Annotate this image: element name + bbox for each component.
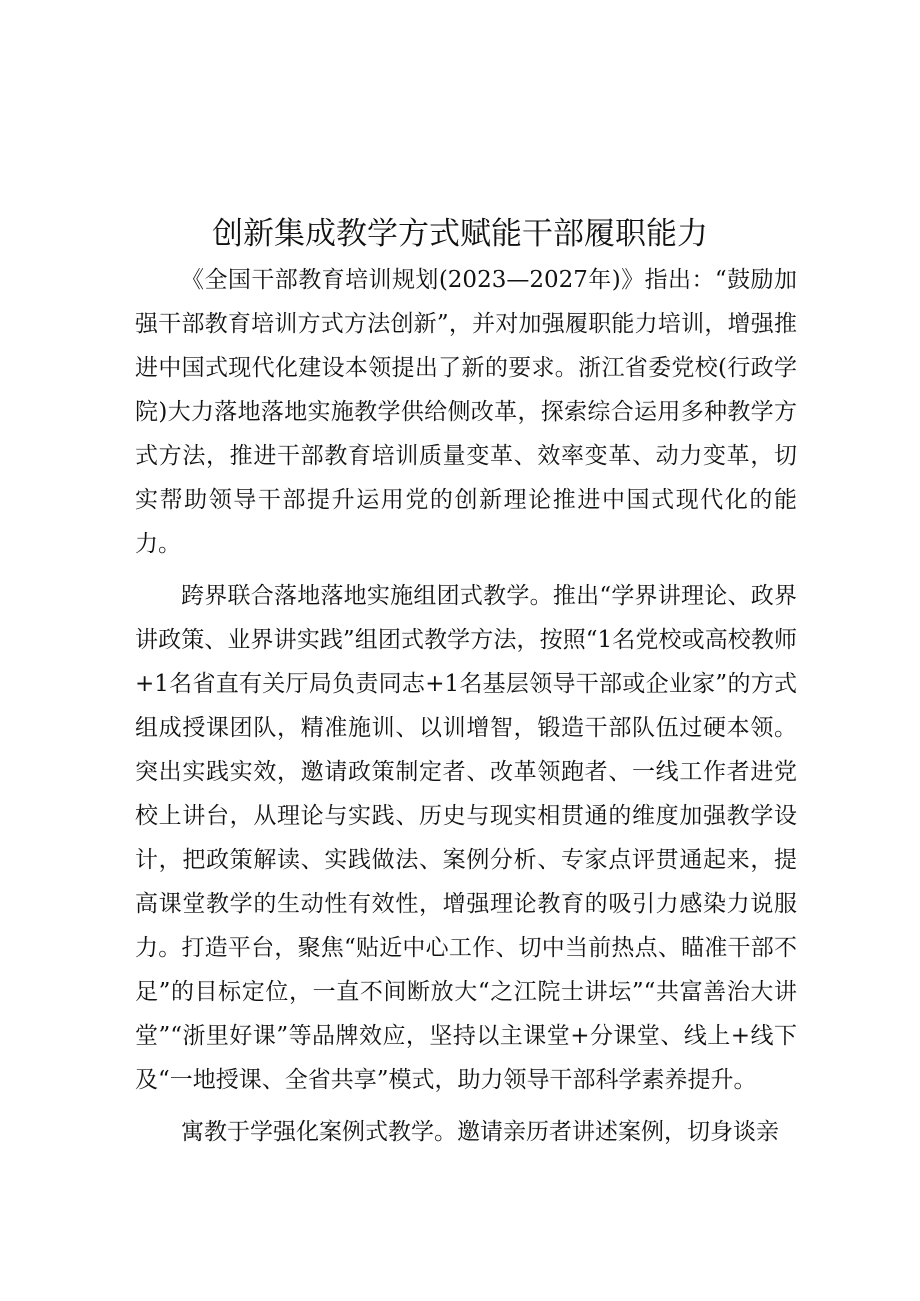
paragraph-case-teaching: 寓教于学强化案例式教学。邀请亲历者讲述案例，切身谈亲 <box>181 1119 779 1145</box>
document-title: 创新集成教学方式赋能干部履职能力 <box>212 216 708 252</box>
document-body <box>135 258 797 1154</box>
paragraph-intro: 《全国干部教育培训规划(2023—2027年)》指出：“鼓励加强干部教育培训方式方法创新”，并对加强履职能力培训，增强推进中国式现代化建设本领提出了新的要求。浙江省委党校(行政学院)大力落地落地实施教学供给侧改革，探索综合运用多种教学方式方法，推进干部教育培训质量变革、效率变革、动力变革，切实帮助领导干部提升运用党的创新理论推进中国式现代化的能力。 <box>135 267 797 557</box>
paragraph-group-teaching: 跨界联合落地落地实施组团式教学。推出“学界讲理论、政界讲政策、业界讲实践”组团式教学方法，按照“1名党校或高校教师+1名省直有关厅局负责同志+1名基层领导干部或企业家”的方式组成授课团队，精准施训、以训增智，锻造干部队伍过硬本领。突出实践实效，邀请政策制定者、改革领跑者、一线工作者进党校上讲台，从理论与实践、历史与现实相贯通的维度加强教学设计，把政策解读、实践做法、案例分析、专家点评贯通起来，提高课堂教学的生动性有效性，增强理论教育的吸引力感染力说服力。打造平台，聚焦“贴近中心工作、切中当前热点、瞄准干部不足”的目标定位，一直不间断放大“之江院士讲坛”“共富善治大讲堂”“浙里好课”等品牌效应，坚持以主课堂+分课堂、线上+线下及“一地授课、全省共享”模式，助力领导干部科学素养提升。 <box>135 583 797 1093</box>
